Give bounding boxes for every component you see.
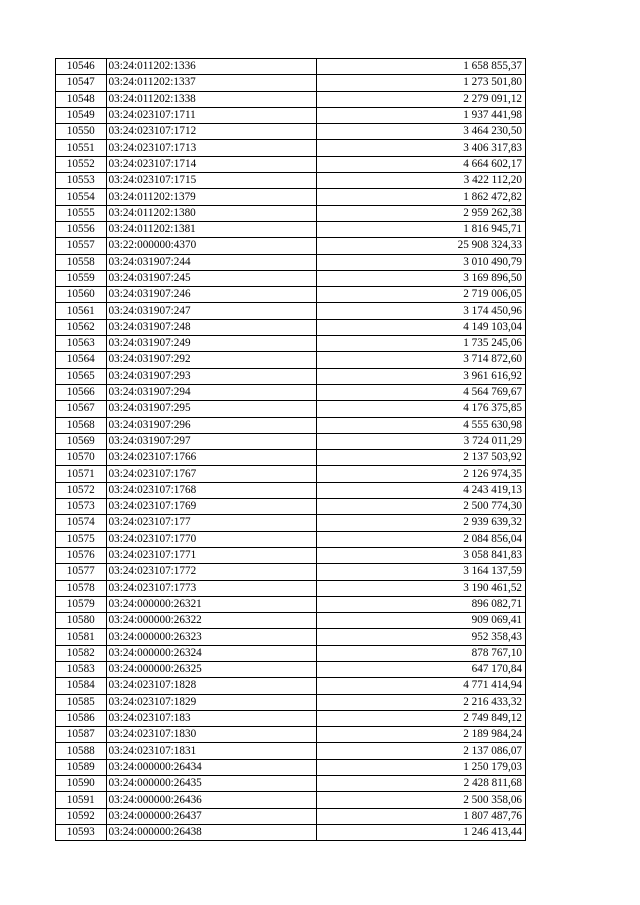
cadastral-number: 03:24:023107:1711 [106,107,316,123]
row-number: 10556 [56,221,107,237]
table-row [56,91,526,107]
table-row [56,727,526,743]
row-number: 10590 [56,776,107,792]
cadastral-value: 3 174 450,96 [316,303,525,319]
table-row [56,336,526,352]
table-row [56,792,526,808]
cadastral-value: 2 500 358,06 [316,792,525,808]
table-row [56,124,526,140]
cadastral-number: 03:24:023107:1828 [106,678,316,694]
cadastral-value: 1 862 472,82 [316,189,525,205]
cadastral-value: 2 216 433,32 [316,694,525,710]
cadastral-value: 952 358,43 [316,629,525,645]
cadastral-number: 03:24:031907:246 [106,287,316,303]
cadastral-number: 03:24:023107:1768 [106,482,316,498]
cadastral-value: 1 807 487,76 [316,808,525,824]
cadastral-value: 1 816 945,71 [316,221,525,237]
row-number: 10587 [56,727,107,743]
cadastral-value: 3 058 841,83 [316,547,525,563]
cadastral-value: 4 771 414,94 [316,678,525,694]
cadastral-value: 2 749 849,12 [316,710,525,726]
table-row [56,287,526,303]
cadastral-number: 03:24:023107:1829 [106,694,316,710]
table-row [56,596,526,612]
cadastral-number: 03:24:000000:26435 [106,776,316,792]
cadastral-value: 1 246 413,44 [316,824,525,840]
cadastral-number: 03:24:000000:26436 [106,792,316,808]
table-row [56,75,526,91]
row-number: 10579 [56,596,107,612]
cadastral-value: 4 664 602,17 [316,156,525,172]
row-number: 10570 [56,450,107,466]
row-number: 10575 [56,531,107,547]
row-number: 10591 [56,792,107,808]
table-row [56,303,526,319]
cadastral-number: 03:24:023107:1713 [106,140,316,156]
table-row [56,466,526,482]
cadastral-number: 03:24:031907:293 [106,368,316,384]
cadastral-number: 03:24:031907:244 [106,254,316,270]
row-number: 10578 [56,580,107,596]
cadastral-value: 3 961 616,92 [316,368,525,384]
document-page [55,58,526,841]
row-number: 10574 [56,515,107,531]
cadastral-number: 03:24:023107:1769 [106,499,316,515]
cadastral-value: 2 959 262,38 [316,205,525,221]
row-number: 10571 [56,466,107,482]
cadastral-number: 03:24:000000:26324 [106,645,316,661]
row-number: 10593 [56,824,107,840]
table-row [56,450,526,466]
cadastral-value: 896 082,71 [316,596,525,612]
table-row [56,613,526,629]
cadastral-number: 03:24:031907:248 [106,319,316,335]
cadastral-value: 3 422 112,20 [316,173,525,189]
cadastral-value: 3 169 896,50 [316,270,525,286]
table-row [56,547,526,563]
cadastral-value: 2 279 091,12 [316,91,525,107]
table-row [56,564,526,580]
row-number: 10573 [56,499,107,515]
cadastral-value: 2 719 006,05 [316,287,525,303]
cadastral-value: 2 939 639,32 [316,515,525,531]
row-number: 10586 [56,710,107,726]
cadastral-number: 03:24:023107:1715 [106,173,316,189]
row-number: 10580 [56,613,107,629]
table-row [56,499,526,515]
row-number: 10592 [56,808,107,824]
row-number: 10546 [56,59,107,75]
cadastral-number: 03:24:023107:1712 [106,124,316,140]
cadastral-number: 03:24:000000:26437 [106,808,316,824]
table-row [56,433,526,449]
cadastral-value: 2 137 086,07 [316,743,525,759]
row-number: 10562 [56,319,107,335]
cadastral-number: 03:24:011202:1337 [106,75,316,91]
row-number: 10561 [56,303,107,319]
cadastral-number: 03:24:023107:1830 [106,727,316,743]
row-number: 10563 [56,336,107,352]
table-row [56,824,526,840]
cadastral-number: 03:24:023107:1767 [106,466,316,482]
cadastral-value: 1 735 245,06 [316,336,525,352]
row-number: 10589 [56,759,107,775]
cadastral-number: 03:24:023107:1714 [106,156,316,172]
row-number: 10572 [56,482,107,498]
table-row [56,645,526,661]
cadastral-value: 1 658 855,37 [316,59,525,75]
cadastral-value: 2 126 974,35 [316,466,525,482]
row-number: 10565 [56,368,107,384]
table-row [56,173,526,189]
row-number: 10569 [56,433,107,449]
cadastral-number: 03:24:031907:295 [106,401,316,417]
table-row [56,59,526,75]
cadastral-number: 03:24:000000:26438 [106,824,316,840]
cadastral-number: 03:24:031907:245 [106,270,316,286]
cadastral-value: 4 243 419,13 [316,482,525,498]
table-row [56,417,526,433]
cadastral-value: 2 084 856,04 [316,531,525,547]
row-number: 10552 [56,156,107,172]
cadastral-value: 3 714 872,60 [316,352,525,368]
row-number: 10553 [56,173,107,189]
cadastral-number: 03:24:011202:1336 [106,59,316,75]
table-row [56,384,526,400]
table-row [56,776,526,792]
table-row [56,743,526,759]
row-number: 10551 [56,140,107,156]
table-row [56,368,526,384]
cadastral-value: 2 137 503,92 [316,450,525,466]
cadastral-number: 03:24:011202:1338 [106,91,316,107]
table-row [56,221,526,237]
table-row [56,808,526,824]
table-row [56,629,526,645]
cadastral-number: 03:24:031907:297 [106,433,316,449]
cadastral-value: 4 564 769,67 [316,384,525,400]
cadastral-number: 03:24:011202:1380 [106,205,316,221]
cadastral-value: 3 406 317,83 [316,140,525,156]
cadastral-number: 03:24:023107:1773 [106,580,316,596]
cadastral-number: 03:24:000000:26322 [106,613,316,629]
cadastral-value: 2 500 774,30 [316,499,525,515]
cadastral-value: 4 555 630,98 [316,417,525,433]
row-number: 10581 [56,629,107,645]
cadastral-number: 03:24:023107:1772 [106,564,316,580]
table-row [56,352,526,368]
row-number: 10588 [56,743,107,759]
table-row [56,710,526,726]
cadastral-value-table [55,58,526,841]
table-row [56,531,526,547]
cadastral-number: 03:24:011202:1381 [106,221,316,237]
row-number: 10582 [56,645,107,661]
table-row [56,254,526,270]
row-number: 10583 [56,661,107,677]
cadastral-number: 03:24:000000:26321 [106,596,316,612]
cadastral-value: 25 908 324,33 [316,238,525,254]
cadastral-value: 878 767,10 [316,645,525,661]
row-number: 10549 [56,107,107,123]
row-number: 10566 [56,384,107,400]
cadastral-number: 03:24:031907:296 [106,417,316,433]
cadastral-number: 03:24:031907:292 [106,352,316,368]
cadastral-number: 03:24:023107:183 [106,710,316,726]
cadastral-number: 03:24:023107:1766 [106,450,316,466]
table-row [56,580,526,596]
row-number: 10576 [56,547,107,563]
cadastral-value: 1 250 179,03 [316,759,525,775]
table-row [56,205,526,221]
cadastral-value: 1 273 501,80 [316,75,525,91]
row-number: 10557 [56,238,107,254]
table-row [56,759,526,775]
row-number: 10555 [56,205,107,221]
row-number: 10585 [56,694,107,710]
row-number: 10577 [56,564,107,580]
row-number: 10554 [56,189,107,205]
row-number: 10547 [56,75,107,91]
row-number: 10584 [56,678,107,694]
cadastral-value: 2 428 811,68 [316,776,525,792]
cadastral-value: 4 176 375,85 [316,401,525,417]
row-number: 10550 [56,124,107,140]
cadastral-number: 03:24:000000:26323 [106,629,316,645]
row-number: 10560 [56,287,107,303]
table-row [56,482,526,498]
cadastral-value: 3 190 461,52 [316,580,525,596]
table-row [56,661,526,677]
table-body [56,59,526,841]
table-row [56,270,526,286]
row-number: 10564 [56,352,107,368]
table-row [56,189,526,205]
cadastral-value: 2 189 984,24 [316,727,525,743]
cadastral-value: 3 164 137,59 [316,564,525,580]
cadastral-number: 03:24:000000:26325 [106,661,316,677]
cadastral-number: 03:22:000000:4370 [106,238,316,254]
cadastral-value: 647 170,84 [316,661,525,677]
cadastral-number: 03:24:023107:1831 [106,743,316,759]
cadastral-number: 03:24:023107:177 [106,515,316,531]
table-row [56,694,526,710]
table-row [56,107,526,123]
cadastral-number: 03:24:000000:26434 [106,759,316,775]
table-row [56,140,526,156]
cadastral-value: 909 069,41 [316,613,525,629]
row-number: 10548 [56,91,107,107]
cadastral-value: 3 010 490,79 [316,254,525,270]
table-row [56,238,526,254]
table-row [56,515,526,531]
cadastral-number: 03:24:031907:247 [106,303,316,319]
table-row [56,401,526,417]
row-number: 10567 [56,401,107,417]
table-row [56,678,526,694]
cadastral-value: 4 149 103,04 [316,319,525,335]
table-row [56,156,526,172]
cadastral-value: 1 937 441,98 [316,107,525,123]
cadastral-number: 03:24:031907:294 [106,384,316,400]
row-number: 10559 [56,270,107,286]
cadastral-number: 03:24:011202:1379 [106,189,316,205]
cadastral-number: 03:24:023107:1770 [106,531,316,547]
row-number: 10558 [56,254,107,270]
table-row [56,319,526,335]
cadastral-value: 3 724 011,29 [316,433,525,449]
cadastral-number: 03:24:023107:1771 [106,547,316,563]
cadastral-value: 3 464 230,50 [316,124,525,140]
cadastral-number: 03:24:031907:249 [106,336,316,352]
row-number: 10568 [56,417,107,433]
